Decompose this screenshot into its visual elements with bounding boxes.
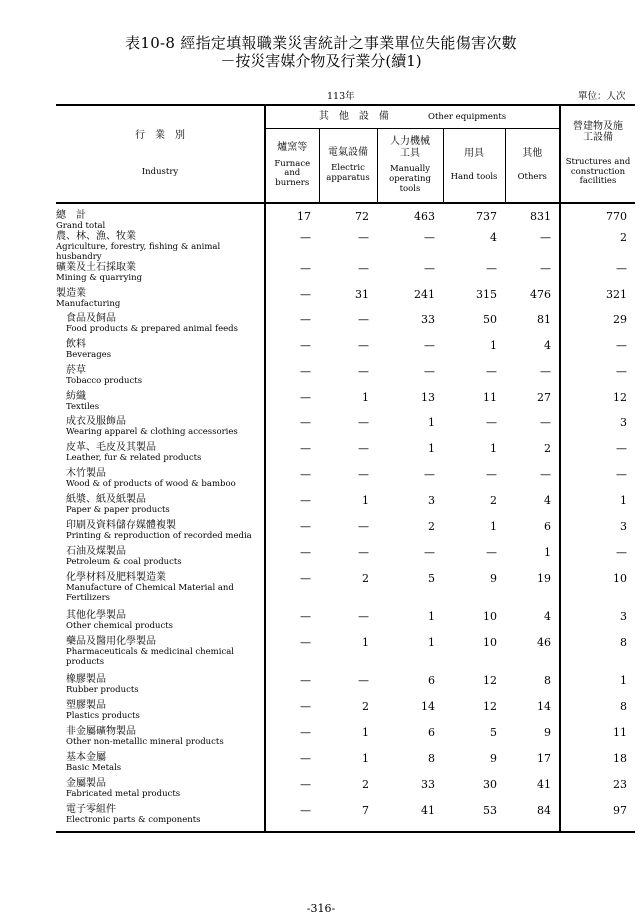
table-cell: 10 xyxy=(483,610,497,623)
row-label-en: Beverages xyxy=(66,350,112,360)
table-cell: 3 xyxy=(620,520,627,533)
table-cell: 30 xyxy=(483,778,497,791)
row-label-en: Manufacturing xyxy=(56,299,121,309)
table-cell: — xyxy=(358,520,369,533)
table-cell: 6 xyxy=(428,726,435,739)
table-cell: 1 xyxy=(428,610,435,623)
table-cell: 10 xyxy=(483,636,497,649)
row-label xyxy=(56,231,265,262)
row-label-zh: 製造業 xyxy=(56,288,86,299)
table-title: 表10-8 經指定填報職業災害統計之事業單位失能傷害次數 xyxy=(125,34,517,52)
table-cell: 41 xyxy=(505,778,560,804)
row-label-en: Rubber products xyxy=(66,685,139,695)
row-label-zh: 石油及煤製品 xyxy=(66,546,126,557)
table-cell: — xyxy=(358,365,369,378)
row-label-zh: 印刷及資料儲存媒體複製 xyxy=(66,520,176,531)
table-subtitle: －按災害媒介物及行業分(續1) xyxy=(220,52,422,70)
table-cell: — xyxy=(358,468,369,481)
table-row xyxy=(56,778,635,804)
table-cell: — xyxy=(486,365,497,378)
table-row xyxy=(56,572,635,610)
table-cell: 1 xyxy=(362,636,369,649)
col-header-electric-en: Electric apparatus xyxy=(326,163,370,184)
col-header-hand-tools-zh: 用具 xyxy=(464,147,484,159)
row-label-zh: 基本金屬 xyxy=(66,752,106,763)
table-cell: — xyxy=(300,804,311,817)
col-header-others-zh: 其他 xyxy=(522,147,543,159)
row-label xyxy=(56,262,265,288)
table-cell: — xyxy=(505,468,560,494)
year-label: 113年 xyxy=(327,91,355,102)
table-cell: — xyxy=(424,468,435,481)
table-cell: 97 xyxy=(613,804,627,817)
row-label-en: Other non-metallic mineral products xyxy=(66,737,224,747)
table-cell: — xyxy=(616,546,627,559)
row-label-zh: 菸草 xyxy=(66,365,86,376)
row-label xyxy=(56,339,265,365)
industry-header xyxy=(56,105,265,203)
other-equipment-header xyxy=(265,105,560,129)
table-cell: 4 xyxy=(490,231,497,244)
industry-header-zh: 行 業 別 xyxy=(135,130,185,142)
table-cell: — xyxy=(358,416,369,429)
col-header-hand-tools xyxy=(443,129,505,204)
table-cell: 29 xyxy=(613,313,627,326)
table-cell: 2 xyxy=(362,778,369,791)
row-label xyxy=(56,674,265,700)
table-cell: — xyxy=(505,365,560,391)
col-header-furnace xyxy=(265,129,319,204)
unit-label: 單位：人次 xyxy=(578,91,626,102)
row-label-zh: 飲料 xyxy=(66,339,86,350)
table-cell: 8 xyxy=(620,700,627,713)
table-cell: 19 xyxy=(505,572,560,610)
table-cell: 8 xyxy=(505,674,560,700)
table-cell: 14 xyxy=(505,700,560,726)
table-cell: 3 xyxy=(620,416,627,429)
table-cell: — xyxy=(300,546,311,559)
table-cell: — xyxy=(616,365,627,378)
table-cell: 72 xyxy=(355,210,369,223)
table-cell: — xyxy=(505,262,560,288)
table-row xyxy=(56,494,635,520)
table-cell: 5 xyxy=(490,726,497,739)
row-label-zh: 木竹製品 xyxy=(66,468,106,479)
table-cell: — xyxy=(300,778,311,791)
table-cell: — xyxy=(486,468,497,481)
table-row xyxy=(56,674,635,700)
col-header-manual-tools-zh: 人力機械工具 xyxy=(390,136,430,159)
row-label-en: Wearing apparel & clothing accessories xyxy=(66,427,238,437)
table-row xyxy=(56,700,635,726)
col-header-electric xyxy=(319,129,377,204)
row-label-en: Manufacture of Chemical Material and Fertilizers xyxy=(66,583,234,603)
table-cell: 831 xyxy=(505,203,560,231)
table-cell: 1 xyxy=(428,416,435,429)
row-label xyxy=(56,700,265,726)
table-cell: — xyxy=(358,610,369,623)
row-label xyxy=(56,520,265,546)
row-label-zh: 其他化學製品 xyxy=(66,610,126,621)
table-row xyxy=(56,339,635,365)
row-label-zh: 食品及飼品 xyxy=(66,313,116,324)
table-cell: 315 xyxy=(476,288,497,301)
table-row xyxy=(56,288,635,313)
table-cell: 8 xyxy=(620,636,627,649)
table-cell: 9 xyxy=(490,572,497,585)
row-label-zh: 塑膠製品 xyxy=(66,700,106,711)
table-cell: 1 xyxy=(505,546,560,572)
table-cell: 9 xyxy=(490,752,497,765)
table-cell: — xyxy=(616,262,627,275)
table-cell: 12 xyxy=(613,391,627,404)
table-cell: — xyxy=(358,546,369,559)
table-cell: 8 xyxy=(428,752,435,765)
table-cell: 6 xyxy=(505,520,560,546)
row-label xyxy=(56,636,265,674)
row-label-en: Electronic parts & components xyxy=(66,815,201,825)
col-header-manual-tools xyxy=(377,129,443,204)
table-row xyxy=(56,636,635,674)
table-cell: — xyxy=(300,468,311,481)
table-cell: — xyxy=(424,231,435,244)
col-header-structures-zh: 營建物及施工設備 xyxy=(573,120,623,144)
table-cell: 2 xyxy=(505,442,560,468)
table-cell: 2 xyxy=(428,520,435,533)
row-label-zh: 農、林、漁、牧業 xyxy=(56,231,136,242)
row-label xyxy=(56,288,265,313)
table-cell: — xyxy=(300,313,311,326)
table-row xyxy=(56,468,635,494)
row-label xyxy=(56,442,265,468)
table-row xyxy=(56,546,635,572)
table-cell: 1 xyxy=(362,726,369,739)
table-cell: — xyxy=(358,262,369,275)
row-label xyxy=(56,416,265,442)
row-label-en: Petroleum & coal products xyxy=(66,557,182,567)
table-cell: 12 xyxy=(483,700,497,713)
statistics-table xyxy=(56,104,635,833)
table-cell: 1 xyxy=(362,494,369,507)
row-label xyxy=(56,494,265,520)
row-label xyxy=(56,726,265,752)
col-header-structures-en: Structures and construction facilities xyxy=(565,156,631,187)
table-cell: 12 xyxy=(483,674,497,687)
row-label xyxy=(56,610,265,636)
industry-header-en: Industry xyxy=(141,166,179,177)
table-cell: 11 xyxy=(483,391,497,404)
col-header-electric-zh: 電氣設備 xyxy=(328,146,368,158)
table-cell: 1 xyxy=(620,494,627,507)
table-cell: 1 xyxy=(428,636,435,649)
table-row xyxy=(56,752,635,778)
table-cell: — xyxy=(616,442,627,455)
row-label-zh: 藥品及醫用化學製品 xyxy=(66,636,156,647)
row-label xyxy=(56,391,265,416)
row-label-en: Wood & of products of wood & bamboo xyxy=(66,479,236,489)
table-cell: 31 xyxy=(355,288,369,301)
row-label-en: Grand total xyxy=(56,221,106,231)
table-cell: 10 xyxy=(613,572,627,585)
row-label-en: Plastics products xyxy=(66,711,140,721)
row-label xyxy=(56,203,265,231)
table-cell: — xyxy=(300,231,311,244)
table-cell: — xyxy=(300,520,311,533)
row-label-zh: 橡膠製品 xyxy=(66,674,106,685)
row-label-en: Agriculture, forestry, fishing & animal husbandry xyxy=(56,242,221,262)
row-label-en: Pharmaceuticals & medicinal chemical products xyxy=(66,647,235,667)
row-label xyxy=(56,468,265,494)
row-label xyxy=(56,804,265,832)
table-cell: 4 xyxy=(505,339,560,365)
table-cell: 463 xyxy=(414,210,435,223)
table-cell: 53 xyxy=(483,804,497,817)
row-label xyxy=(56,546,265,572)
table-cell: 737 xyxy=(476,210,497,223)
table-cell: — xyxy=(300,288,311,301)
table-cell: — xyxy=(300,674,311,687)
table-cell: — xyxy=(358,231,369,244)
row-label-en: Other chemical products xyxy=(66,621,174,631)
row-label-zh: 紡織 xyxy=(66,391,86,402)
table-cell: 9 xyxy=(505,726,560,752)
table-cell: 770 xyxy=(606,210,627,223)
table-cell: 27 xyxy=(505,391,560,416)
table-cell: — xyxy=(486,416,497,429)
table-cell: — xyxy=(300,726,311,739)
table-cell: 6 xyxy=(428,674,435,687)
table-cell: — xyxy=(424,339,435,352)
table-cell: 14 xyxy=(421,700,435,713)
table-cell: 241 xyxy=(414,288,435,301)
table-cell: — xyxy=(616,468,627,481)
table-cell: — xyxy=(505,416,560,442)
row-label xyxy=(56,778,265,804)
table-cell: 41 xyxy=(421,804,435,817)
table-cell: 11 xyxy=(613,726,627,739)
table-cell: — xyxy=(300,416,311,429)
row-label-zh: 非金屬礦物製品 xyxy=(66,726,136,737)
col-header-furnace-zh: 爐窯等 xyxy=(277,142,308,154)
table-cell: — xyxy=(300,339,311,352)
table-cell: 4 xyxy=(505,610,560,636)
table-row xyxy=(56,726,635,752)
other-equipment-en: Other equipments xyxy=(428,112,507,123)
row-label xyxy=(56,752,265,778)
col-header-others xyxy=(505,129,560,204)
row-label-en: Mining & quarrying xyxy=(56,273,143,283)
row-label-en: Leather, fur & related products xyxy=(66,453,202,463)
table-cell: — xyxy=(300,610,311,623)
row-label-zh: 總 計 xyxy=(56,210,86,221)
table-cell: 81 xyxy=(505,313,560,339)
table-cell: — xyxy=(358,339,369,352)
row-label-zh: 礦業及土石採取業 xyxy=(56,262,136,273)
table-cell: 33 xyxy=(421,778,435,791)
table-row xyxy=(56,391,635,416)
table-cell: 1 xyxy=(620,674,627,687)
table-row xyxy=(56,231,635,262)
table-row xyxy=(56,520,635,546)
table-cell: — xyxy=(300,752,311,765)
table-cell: 46 xyxy=(505,636,560,674)
table-cell: 2 xyxy=(362,700,369,713)
row-label-en: Fabricated metal products xyxy=(66,789,181,799)
table-cell: — xyxy=(424,262,435,275)
table-row xyxy=(56,313,635,339)
table-cell: 3 xyxy=(428,494,435,507)
table-cell: 23 xyxy=(613,778,627,791)
table-cell: 2 xyxy=(490,494,497,507)
table-cell: — xyxy=(616,339,627,352)
table-cell: 17 xyxy=(505,752,560,778)
table-row xyxy=(56,262,635,288)
table-cell: 50 xyxy=(483,313,497,326)
row-label-en: Food products & prepared animal feeds xyxy=(66,324,238,334)
table-cell: 7 xyxy=(362,804,369,817)
table-cell: 1 xyxy=(490,339,497,352)
row-label-zh: 金屬製品 xyxy=(66,778,106,789)
row-label-en: Printing & reproduction of recorded media xyxy=(66,531,252,541)
table-cell: — xyxy=(300,636,311,649)
table-cell: 1 xyxy=(362,391,369,404)
row-label xyxy=(56,572,265,610)
table-cell: 4 xyxy=(505,494,560,520)
col-header-hand-tools-en: Hand tools xyxy=(450,172,498,183)
table-cell: 5 xyxy=(428,572,435,585)
table-cell: 84 xyxy=(505,804,560,832)
table-cell: — xyxy=(358,674,369,687)
table-row xyxy=(56,804,635,832)
row-label xyxy=(56,365,265,391)
page-number: -316- xyxy=(306,902,336,915)
table-cell: 2 xyxy=(620,231,627,244)
table-cell: 1 xyxy=(362,752,369,765)
table-cell: 321 xyxy=(606,288,627,301)
row-label-en: Textiles xyxy=(66,402,100,412)
table-cell: 2 xyxy=(362,572,369,585)
table-cell: — xyxy=(505,231,560,262)
table-cell: — xyxy=(300,494,311,507)
table-cell: — xyxy=(358,313,369,326)
table-cell: 1 xyxy=(490,520,497,533)
row-label-zh: 紙漿、紙及紙製品 xyxy=(66,494,146,505)
table-cell: — xyxy=(358,442,369,455)
row-label-zh: 電子零組件 xyxy=(66,804,116,815)
table-cell: — xyxy=(300,391,311,404)
col-header-furnace-en: Furnace and burners xyxy=(274,158,311,189)
table-cell: 1 xyxy=(428,442,435,455)
table-cell: 17 xyxy=(297,210,311,223)
table-row xyxy=(56,416,635,442)
table-cell: 1 xyxy=(490,442,497,455)
table-cell: — xyxy=(424,546,435,559)
table-row xyxy=(56,610,635,636)
table-cell: 33 xyxy=(421,313,435,326)
table-cell: — xyxy=(486,546,497,559)
other-equipment-zh: 其 他 設 備 xyxy=(318,111,389,123)
row-label-zh: 化學材料及肥料製造業 xyxy=(66,572,166,583)
table-cell: 476 xyxy=(505,288,560,313)
table-row xyxy=(56,203,635,231)
table-row xyxy=(56,365,635,391)
table-cell: — xyxy=(300,700,311,713)
table-cell: — xyxy=(424,365,435,378)
row-label-zh: 皮革、毛皮及其製品 xyxy=(66,442,156,453)
table-cell: 18 xyxy=(613,752,627,765)
table-body xyxy=(56,203,635,832)
table-cell: — xyxy=(300,442,311,455)
col-header-structures xyxy=(560,105,635,203)
row-label-en: Tobacco products xyxy=(66,376,143,386)
col-header-manual-tools-en: Manually operating tools xyxy=(389,164,431,194)
table-row xyxy=(56,442,635,468)
row-label xyxy=(56,313,265,339)
row-label-zh: 成衣及服飾品 xyxy=(66,416,126,427)
table-cell: — xyxy=(300,365,311,378)
table-cell: — xyxy=(300,262,311,275)
row-label-en: Basic Metals xyxy=(66,763,122,773)
table-cell: — xyxy=(486,262,497,275)
table-cell: — xyxy=(300,572,311,585)
row-label-en: Paper & paper products xyxy=(66,505,170,515)
col-header-others-en: Others xyxy=(517,172,547,183)
table-cell: 13 xyxy=(421,391,435,404)
table-cell: 3 xyxy=(620,610,627,623)
